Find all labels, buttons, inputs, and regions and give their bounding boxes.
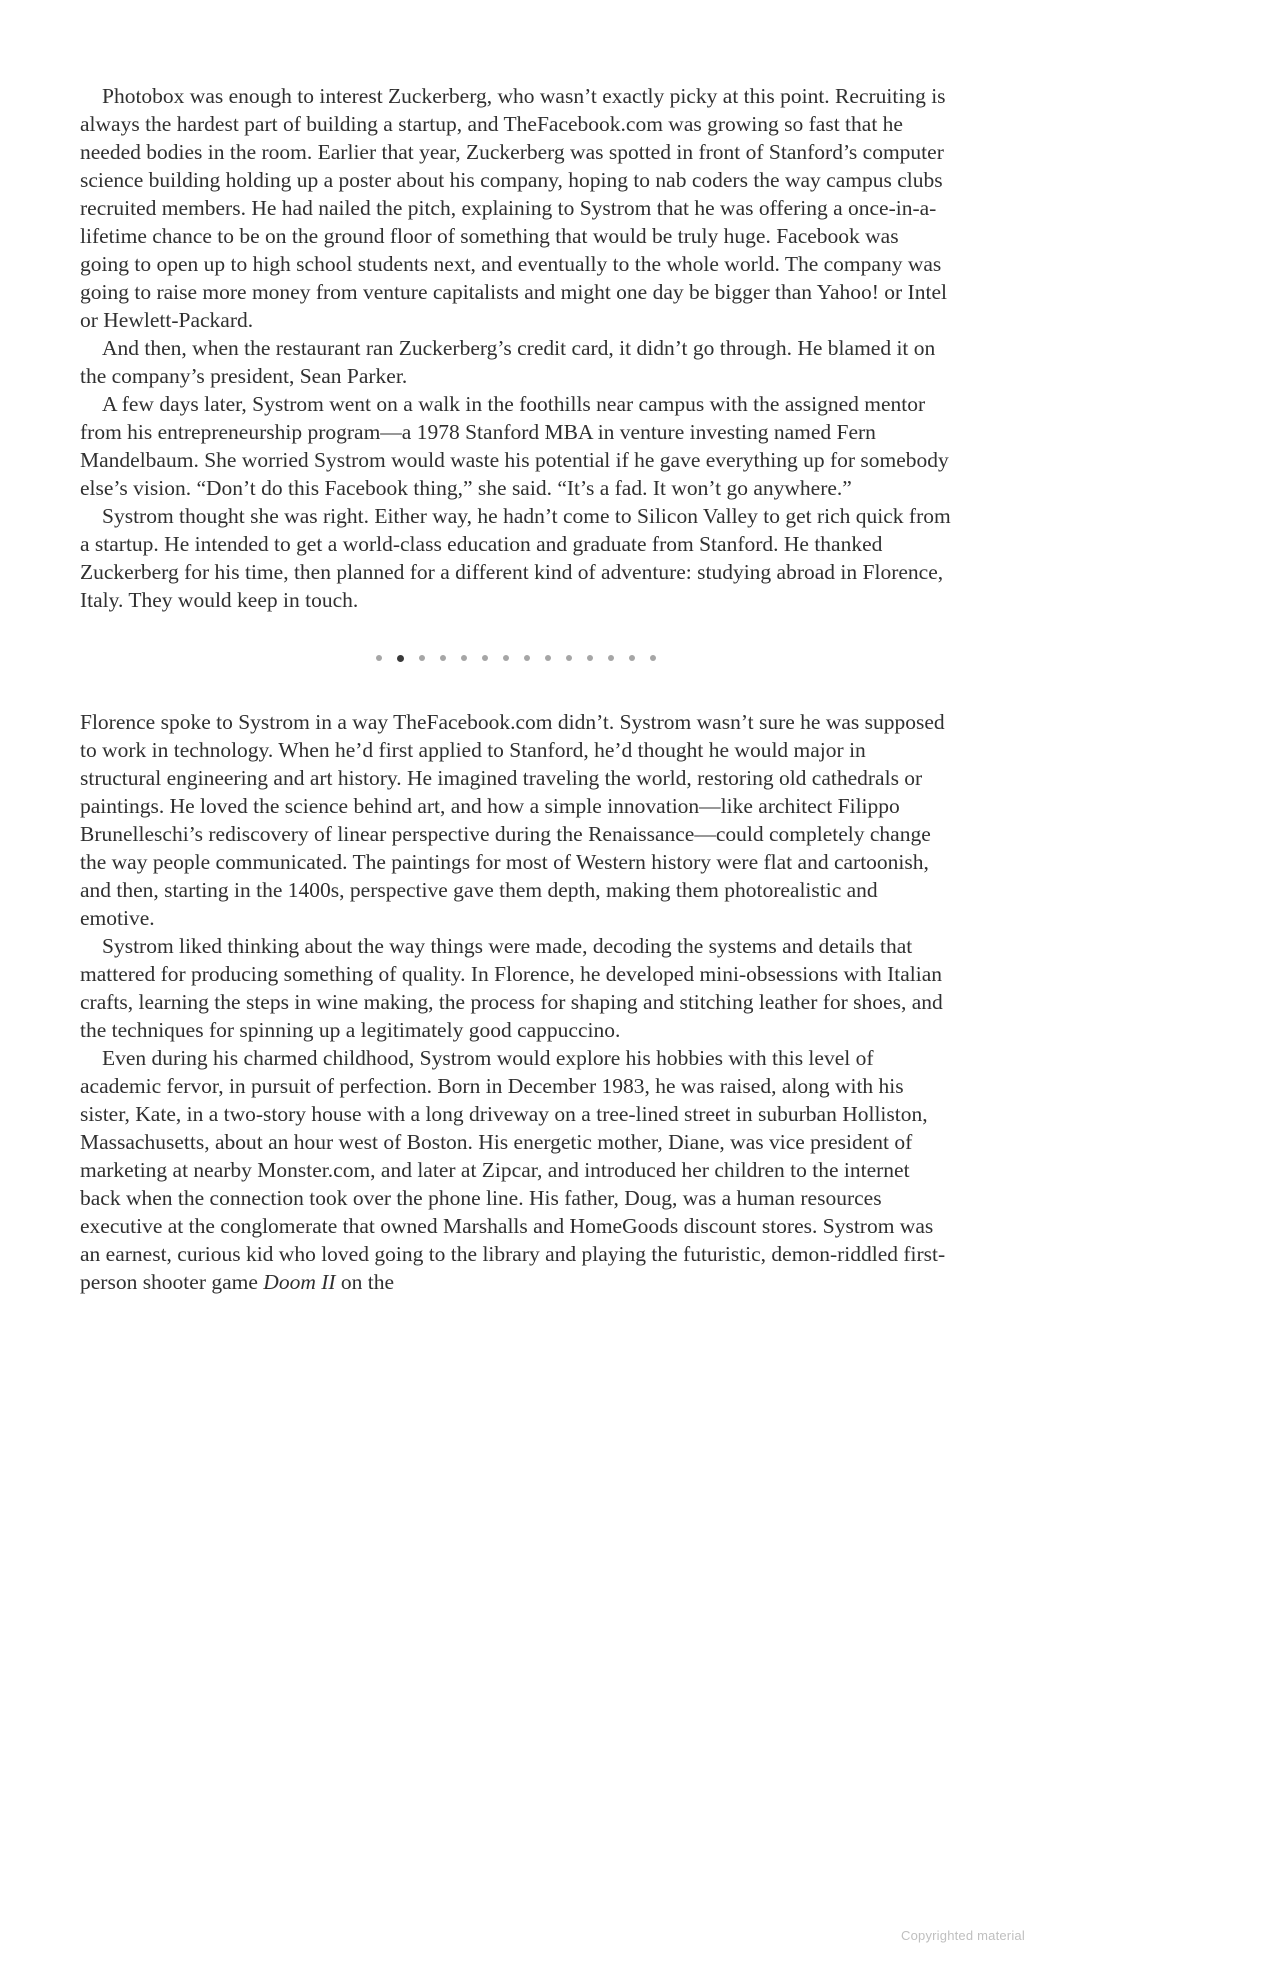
paragraph [80,82,952,334]
text-segment: Even during his charmed childhood, Systrom would explore his hobbies with this level of academic fervor, in pursuit of perfection. Born in December 1983, he was raised, along with his sister, Kate, in a two-story house with a long driveway on a tree-lined street in suburban Holliston, Massachusetts, about an hour west of Boston. His energetic mother, Diane, was vice president of marketing at nearby Monster.com, and later at Zipcar, and introduced her children to the internet back when the connection took over the phone line. His father, Doug, was a human resources executive at the conglomerate that owned Marshalls and HomeGoods discount stores. Systrom was an earnest, curious kid who loved going to the library and playing the futuristic, demon-riddled first-person shooter game [80,1046,946,1294]
copyright-notice: Copyrighted material [901,1928,1025,1943]
section-before-break [80,82,952,614]
paragraph [80,502,952,614]
paragraph [80,334,952,390]
text-segment: Photobox was enough to interest Zuckerberg, who wasn’t exactly picky at this point. Recruiting is always the hardest part of building a startup, and TheFacebook.com was growing so fast that he needed bodies in the room. Earlier that year, Zuckerberg was spotted in front of Stanford’s computer science building holding up a poster about his company, hoping to nab coders the way campus clubs recruited members. He had nailed the pitch, explaining to Systrom that he was offering a once-in-a-lifetime chance to be on the ground floor of something that would be truly huge. Facebook was going to open up to high school students next, and eventually to the whole world. The company was going to raise more money from venture capitalists and might one day be bigger than Yahoo! or Intel or Hewlett-Packard. [80,84,947,332]
paragraph [80,708,952,932]
separator-dot [503,655,509,661]
paragraph [80,390,952,502]
text-segment: on the [335,1270,395,1294]
paragraph [80,1044,952,1296]
separator-dot [524,655,530,661]
paragraph [80,932,952,1044]
text-segment: Systrom liked thinking about the way things were made, decoding the systems and details that mattered for producing something of quality. In Florence, he developed mini-obsessions with Italian crafts, learning the steps in wine making, the process for shaping and stitching leather for shoes, and the techniques for spinning up a legitimately good cappuccino. [80,934,943,1042]
italic-text-segment: Doom II [263,1270,336,1294]
separator-dot [419,655,425,661]
separator-dot [629,655,635,661]
section-after-break [80,708,952,1296]
page-text-block [80,82,952,1296]
text-segment: A few days later, Systrom went on a walk in the foothills near campus with the assigned mentor from his entrepreneurship program—a 1978 Stanford MBA in venture investing named Fern Mandelbaum. She worried Systrom would waste his potential if he gave everything up for somebody else’s vision. “Don’t do this Facebook thing,” she said. “It’s a fad. It won’t go anywhere.” [80,392,949,500]
separator-dot [376,655,382,661]
text-segment: Systrom thought she was right. Either way, he hadn’t come to Silicon Valley to get rich quick from a startup. He intended to get a world-class education and graduate from Stanford. He thanked Zuckerberg for his time, then planned for a different kind of adventure: studying abroad in Florence, Italy. They would keep in touch. [80,504,951,612]
separator-dot [650,655,656,661]
text-segment: And then, when the restaurant ran Zuckerberg’s credit card, it didn’t go through. He blamed it on the company’s president, Sean Parker. [80,336,936,388]
separator-dot [482,655,488,661]
separator-dot [587,655,593,661]
separator-dot [397,655,404,662]
text-segment: Florence spoke to Systrom in a way TheFacebook.com didn’t. Systrom wasn’t sure he was supposed to work in technology. When he’d first applied to Stanford, he’d thought he would major in structural engineering and art history. He imagined traveling the world, restoring old cathedrals or paintings. He loved the science behind art, and how a simple innovation—like architect Filippo Brunelleschi’s rediscovery of linear perspective during the Renaissance—could completely change the way people communicated. The paintings for most of Western history were flat and cartoonish, and then, starting in the 1400s, perspective gave them depth, making them photorealistic and emotive. [80,710,945,930]
separator-dot [566,655,572,661]
separator-dot [461,655,467,661]
separator-dot [545,655,551,661]
separator-dot [608,655,614,661]
section-break-dots [80,654,952,662]
separator-dot [440,655,446,661]
